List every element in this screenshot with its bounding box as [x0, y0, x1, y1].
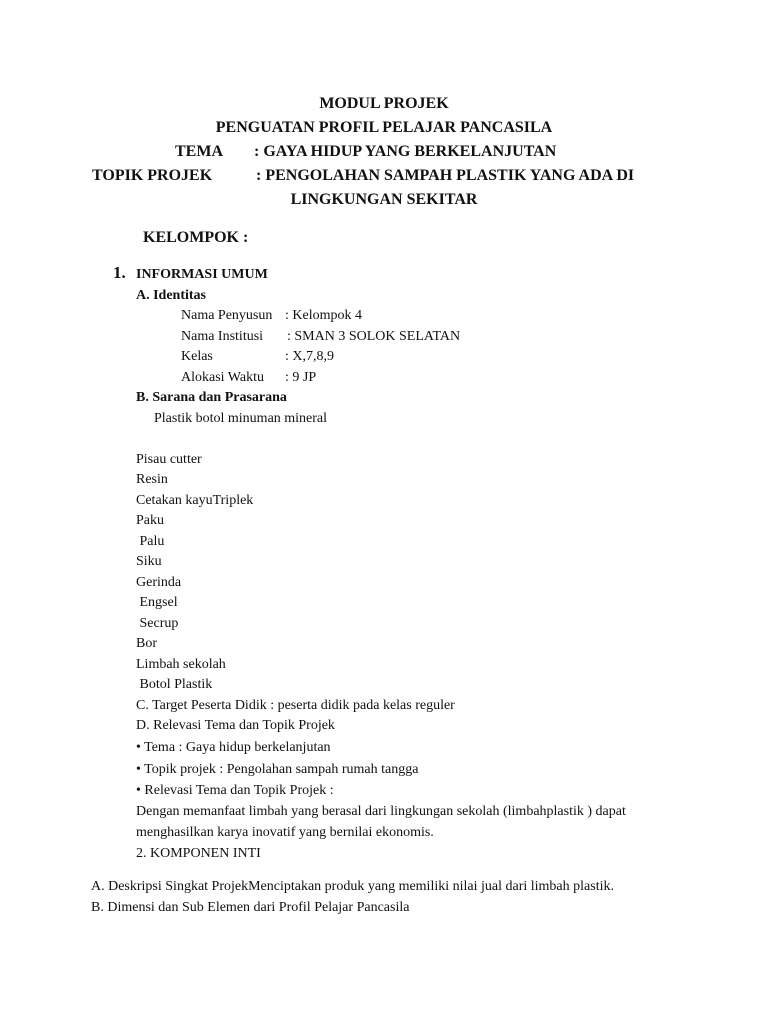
deskripsi-line: A. Deskripsi Singkat ProjekMenciptakan produk yang memiliki nilai jual dari limbah plastik.	[91, 879, 614, 894]
identitas-label: Alokasi Waktu	[181, 370, 264, 385]
sarana-item: Paku	[136, 513, 164, 528]
identitas-row	[181, 328, 681, 346]
identitas-row	[181, 307, 681, 325]
komponen-title: 2. KOMPONEN INTI	[136, 846, 261, 861]
identitas-row	[181, 348, 681, 366]
topik-value: : PENGOLAHAN SAMPAH PLASTIK YANG ADA DI	[256, 167, 635, 184]
sarana-item: Limbah sekolah	[136, 657, 226, 672]
identitas-value: : 9 JP	[285, 370, 317, 385]
bullet-item: • Topik projek : Pengolahan sampah rumah tangga	[136, 762, 419, 777]
target-peserta: C. Target Peserta Didik : peserta didik pada kelas reguler	[136, 698, 455, 713]
doc-subtitle: PENGUATAN PROFIL PELAJAR PANCASILA	[215, 119, 553, 136]
dimensi-line: B. Dimensi dan Sub Elemen dari Profil Pelajar Pancasila	[91, 900, 410, 915]
sarana-item: Bor	[136, 636, 157, 651]
sarana-item: Pisau cutter	[136, 452, 202, 467]
paragraph-line: menghasilkan karya inovatif yang bernilai ekonomis.	[136, 825, 434, 840]
paragraph-line: Dengan memanfaat limbah yang berasal dari lingkungan sekolah (limbahplastik ) dapat	[136, 804, 626, 819]
sarana-item: Gerinda	[136, 575, 182, 590]
identitas-value: : X,7,8,9	[285, 349, 334, 364]
topik-value-cont: LINGKUNGAN SEKITAR	[290, 191, 478, 208]
identitas-value: : SMAN 3 SOLOK SELATAN	[287, 329, 461, 344]
identitas-label: Nama Institusi	[181, 329, 264, 344]
sarana-item: Siku	[136, 554, 162, 569]
tema-value: : GAYA HIDUP YANG BERKELANJUTAN	[254, 143, 557, 160]
sarana-item: Engsel	[136, 595, 178, 610]
section-number: 1.	[113, 263, 126, 282]
identitas-value: : Kelompok 4	[285, 308, 362, 323]
sarana-item: Secrup	[136, 616, 179, 631]
section-title: INFORMASI UMUM	[136, 267, 268, 282]
doc-title: MODUL PROJEK	[319, 95, 449, 112]
relevansi-title: D. Relevasi Tema dan Topik Projek	[136, 718, 335, 733]
bullet-item: • Relevasi Tema dan Topik Projek :	[136, 783, 334, 798]
bullet-item: • Tema : Gaya hidup berkelanjutan	[136, 740, 331, 755]
identitas-row	[181, 369, 681, 387]
identitas-label: Nama Penyusun	[181, 308, 273, 323]
sarana-title: B. Sarana dan Prasarana	[136, 390, 287, 405]
topik-label: TOPIK PROJEK	[92, 167, 213, 184]
identitas-title: A. Identitas	[136, 288, 207, 303]
tema-label: TEMA	[175, 143, 223, 160]
kelompok-label: KELOMPOK :	[143, 229, 249, 246]
sarana-item: Plastik botol minuman mineral	[154, 411, 328, 426]
sarana-item: Cetakan kayuTriplek	[136, 493, 254, 508]
sarana-item: Botol Plastik	[136, 677, 213, 692]
sarana-item: Resin	[136, 472, 168, 487]
identitas-label: Kelas	[181, 349, 213, 364]
sarana-item: Palu	[136, 534, 165, 549]
